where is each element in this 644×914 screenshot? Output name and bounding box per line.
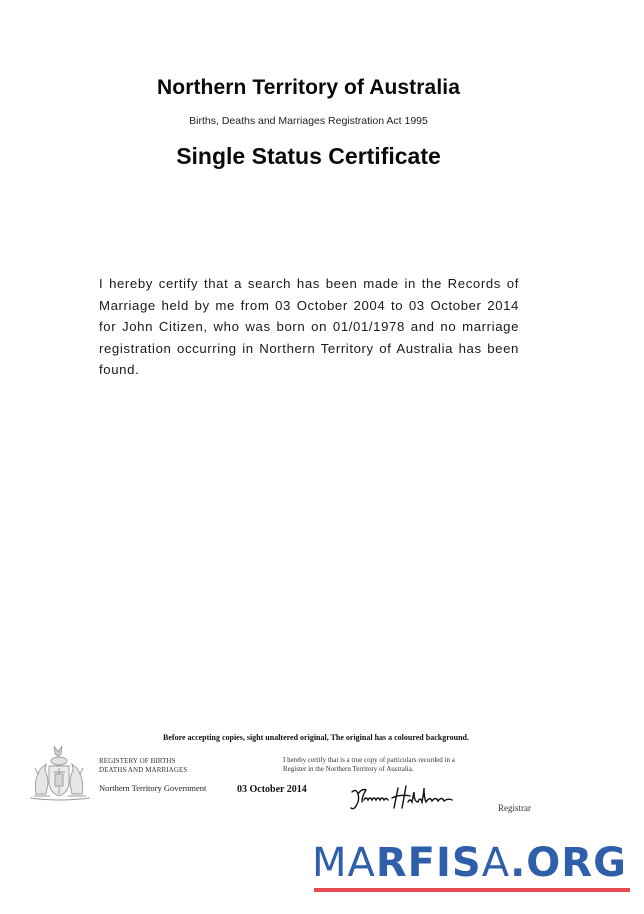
certification-statement: I hereby certify that a search has been made in the Records of Marriage held by me from 03 October 2004 to 03 October 2014 for John Citizen, who was born on 01/01/1978 and no marriage registration occurring in Northern Territory of Australia has been found. xyxy=(99,276,519,377)
watermark-underline xyxy=(314,888,630,892)
authenticity-notice: Before accepting copies, sight unaltered original, The original has a coloured background. xyxy=(163,733,469,742)
government-name: Northern Territory Government xyxy=(99,783,207,793)
registry-line-2: DEATHS AND MARRIAGES xyxy=(99,765,188,774)
watermark-text xyxy=(312,841,632,885)
true-copy-line-2: Register in the Northern Territory of Australia. xyxy=(283,764,414,773)
coat-of-arms-icon xyxy=(24,742,96,802)
issue-date: 03 October 2014 xyxy=(237,784,307,795)
watermark-part-4: .ORG xyxy=(510,840,627,886)
certificate-title: Single Status Certificate xyxy=(176,143,441,169)
marfisa-watermark xyxy=(312,841,632,893)
true-copy-line-1: I hereby certify that is a true copy of particulars recorded in a xyxy=(283,756,455,764)
act-subtitle: Births, Deaths and Marriages Registration Act 1995 xyxy=(189,115,428,127)
registry-name xyxy=(99,757,187,774)
jurisdiction-title: Northern Territory of Australia xyxy=(157,76,460,99)
registry-line-1: REGISTERY OF BIRTHS xyxy=(99,757,176,765)
watermark-part-3: A xyxy=(481,840,511,886)
watermark-part-1: MA xyxy=(312,840,376,886)
signatory-title: Registrar xyxy=(498,803,531,813)
watermark-part-2: RFIS xyxy=(375,840,482,886)
true-copy-statement xyxy=(283,756,483,773)
registrar-signature xyxy=(348,784,458,812)
